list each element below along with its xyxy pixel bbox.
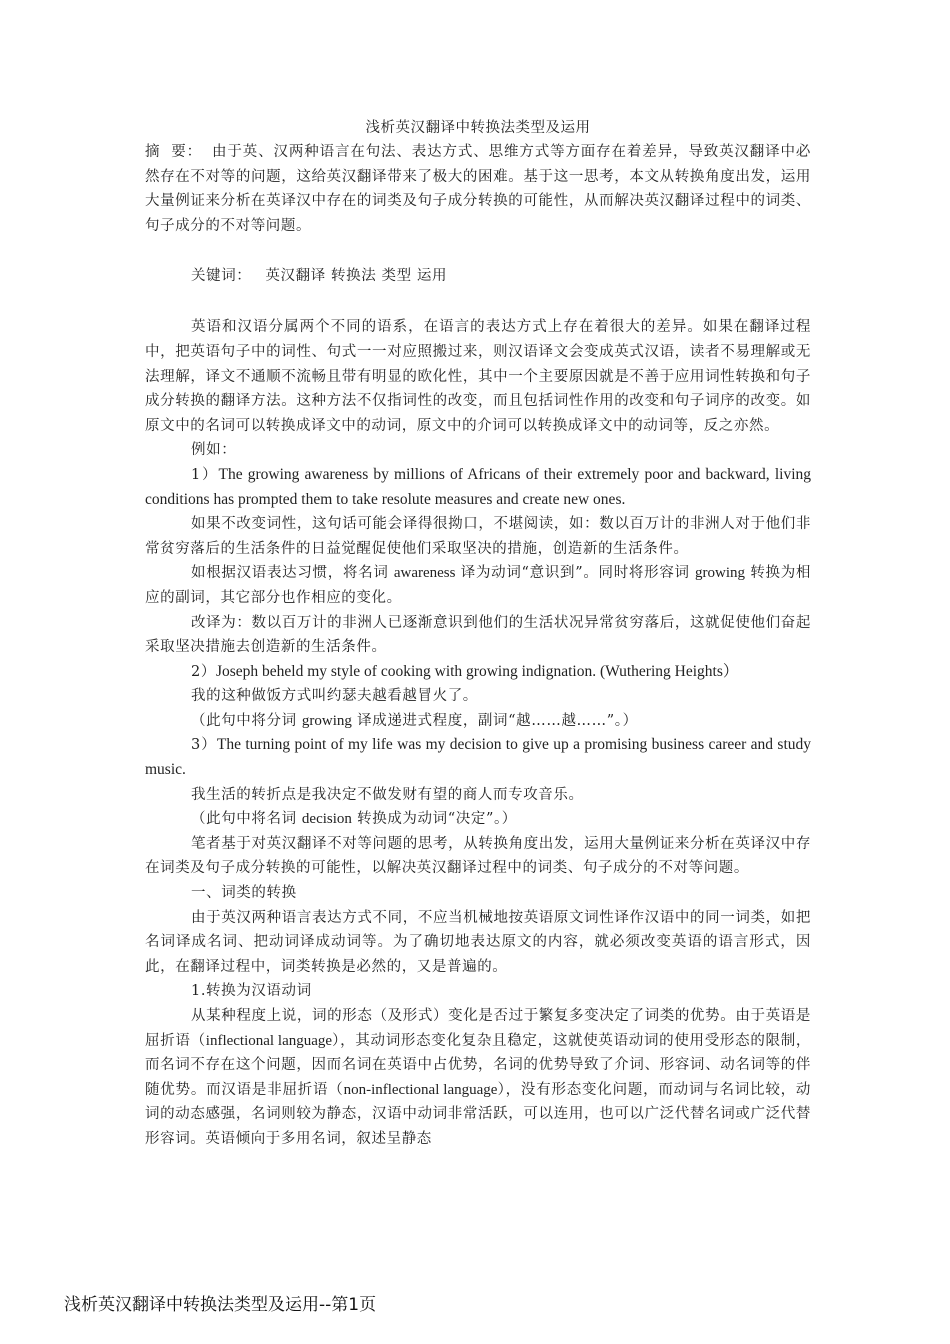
page-footer: 浅析英汉翻译中转换法类型及运用--第1页 [64,1295,377,1315]
text-segment: （此句中将分词 [191,712,302,729]
english-term: decision [301,811,352,828]
abstract [145,140,811,238]
section-heading-1: 一、词类的转换 [191,885,297,902]
example-3-sentence: The turning point of my life was my decision to give up a promising business career and study music. [145,736,812,779]
english-term: growing [301,712,352,729]
spacer [145,288,811,315]
example-2-english [145,660,811,685]
paragraph-approach: 笔者基于对英汉翻译不对等问题的思考，从转换角度出发，运用大量例证来分析在英译汉中存在词类及句子成分转换的可能性，以解决英汉翻译过程中的词类、句子成分的不对等问题。 [145,835,811,877]
example-1-comment-3: 改译为：数以百万计的非洲人已逐渐意识到他们的生活状况异常贫穷落后，这就促使他们奋起采取坚决措施去创造新的生活条件。 [145,614,811,656]
english-term: non-inflectional language [343,1081,498,1098]
paragraph-verbs [145,1004,811,1152]
document-page [145,116,811,1152]
keywords [191,264,811,288]
example-1-english [145,463,811,512]
text-segment: 如根据汉语表达习惯，将名词 [191,565,394,582]
abstract-label: 摘 要： [145,144,203,160]
example-1-number: 1） [191,466,219,483]
paragraph-word-class: 由于英汉两种语言表达方式不同，不应当机械地按英语原文词性译作汉语中的同一词类，如把名词译成名词、把动词译成动词等。为了确切地表达原文的内容，就必须改变英语的语言形式，因此，在翻译过程中，词类转换是必然的，又是普遍的。 [145,909,811,975]
text-segment: ），没有形态变化问题，而动词与名词比较，动词的动态感强，名词则较为静态，汉语中动词非常活跃，可以连用，也可以广泛代替名词或广泛代替形容词。英语倾向于多用名词，叙述呈静态 [145,1081,811,1147]
abstract-text: 由于英、汉两种语言在句法、表达方式、思维方式等方面存在着差异，导致英汉翻译中必然存在不对等的问题，这给英汉翻译带来了极大的困难。基于这一思考，本文从转换角度出发，运用大量例证来分析在英译汉中存在的词类及句子成分转换的可能性，从而解决英汉翻译过程中的词类、句子成分的不对等问题。 [145,144,811,234]
keywords-label: 关键词： [191,268,252,285]
example-3-translation: 我生活的转折点是我决定不做发财有望的商人而专攻音乐。 [191,786,584,803]
example-3-comment [145,807,811,832]
example-2-sentence: Joseph beheld my style of cooking with growing indignation. (Wuthering Heights） [215,662,739,680]
subsection-heading-1: 1.转换为汉语动词 [191,983,312,1000]
text-segment: ），其动词形态变化复杂且稳定，这就使英语动词的使用受形态的限制，而名词不存在这个问题，因而名词在英语中占优势，名词的优势导致了介词、形容词、动名词等的伴随优势。而汉语是非屈折语（ [145,1032,811,1098]
paragraph-intro: 英语和汉语分属两个不同的语系，在语言的表达方式上存在着很大的差异。如果在翻译过程中，把英语句子中的词性、句式一一对应照搬过来，则汉语译文会变成英式汉语，读者不易理解或无法理解，译文不通顺不流畅且带有明显的欧化性，其中一个主要原因就是不善于应用词性转换和句子成分转换的翻译方法。这种方法不仅指词性的改变，而且包括词性作用的改变和句子词序的改变。如原文中的名词可以转换成译文中的动词，原文中的介词可以转换成译文中的动词等，反之亦然。 [145,319,811,434]
example-heading: 例如： [191,442,237,459]
document-title: 浅析英汉翻译中转换法类型及运用 [365,120,591,136]
text-segment: 转换为相应的副词，其它部分也作相应的变化。 [145,565,812,606]
example-2-translation: 我的这种做饭方式叫约瑟夫越看越冒火了。 [191,688,478,705]
example-3-number: 3） [191,737,217,754]
example-1-sentence: The growing awareness by millions of Africans of their extremely poor and backward, living conditions has prompted them to take resolute measures and create new ones. [145,465,811,508]
english-term: growing [695,565,746,582]
text-segment: 从某种程度上说，词的形态（及形式）变化是否过于繁复多变决定了词类的优势。由于英语是屈折语（ [145,1008,811,1049]
text-segment: 译成递进式程度，副词“越……越……”。） [351,712,638,729]
example-3-english [145,733,811,782]
text-segment: 转换成为动词“决定”。） [351,811,517,828]
text-segment: （此句中将名词 [191,811,302,828]
keywords-text: 英汉翻译 转换法 类型 运用 [265,268,448,285]
english-term: inflectional language [205,1032,333,1049]
english-term: awareness [393,565,456,582]
example-2-comment [145,709,811,734]
example-1-comment-1: 如果不改变词性，这句话可能会译得很拗口，不堪阅读，如：数以百万计的非洲人对于他们非常贫穷落后的生活条件的日益觉醒促使他们采取坚决的措施，创造新的生活条件。 [145,516,811,557]
text-segment: 译为动词“意识到”。同时将形容词 [455,565,696,582]
example-2-number: 2） [191,663,216,680]
example-1-comment-2 [145,561,811,610]
